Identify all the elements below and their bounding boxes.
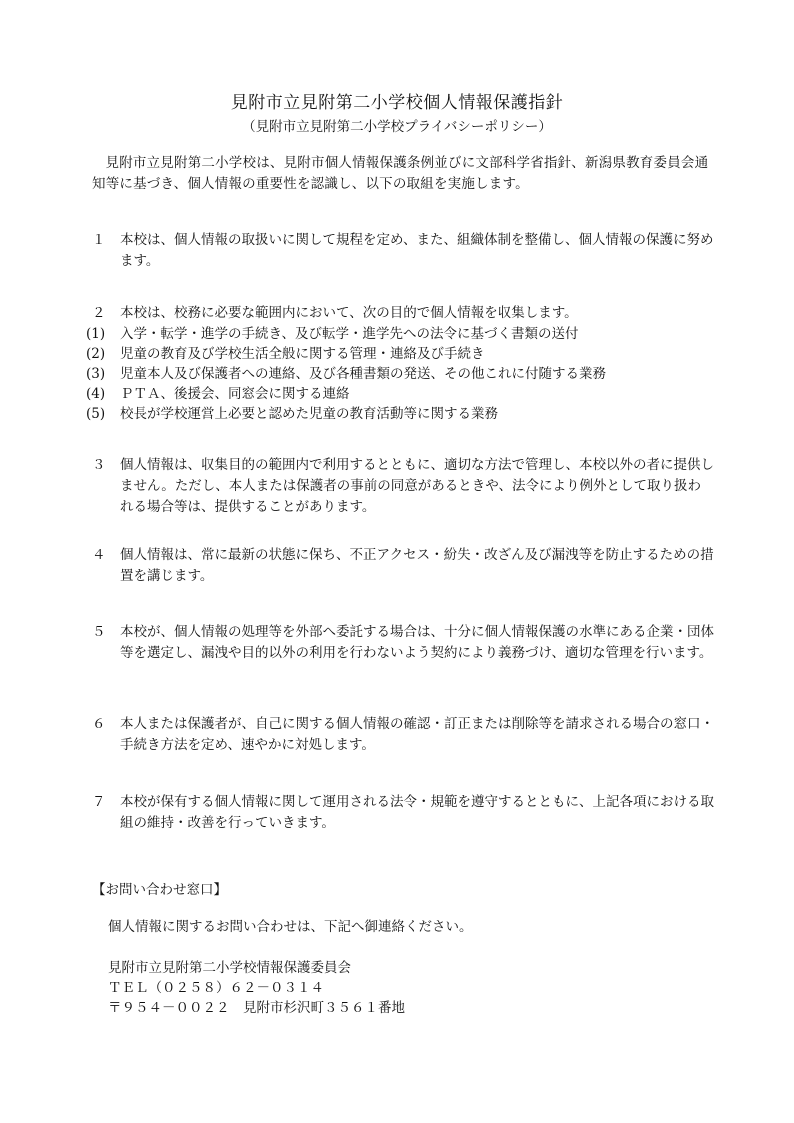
item-number: ５ <box>92 624 106 640</box>
intro-paragraph: 見附市立見附第二小学校は、見附市個人情報保護条例並びに文部科学省指針、新潟県教育委員会通知等に基づき、個人情報の重要性を認識し、以下の取組を実施します。 <box>92 155 709 192</box>
item-text: 本校が保有する個人情報に関して運用される法令・規範を遵守するとともに、上記各項における取組の維持・改善を行っていきます。 <box>120 794 714 831</box>
item-number: ７ <box>92 794 106 810</box>
policy-item-4 <box>92 545 714 587</box>
item-text: 個人情報は、常に最新の状態に保ち、不正アクセス・紛失・改ざん及び漏洩等を防止するための措置を講じます。 <box>120 547 714 584</box>
contact-address: 〒９５４－００２２ 見附市杉沢町３５６１番地 <box>108 1000 405 1016</box>
policy-item-6 <box>92 714 714 756</box>
item-text: 本校は、校務に必要な範囲内において、次の目的で個人情報を収集します。 <box>120 305 578 321</box>
policy-item-3 <box>92 455 714 518</box>
item-number: ３ <box>92 457 106 473</box>
sub-item-text: 入学・転学・進学の手続き、及び転学・進学先への法令に基づく書類の送付 <box>120 326 579 342</box>
item-number: ２ <box>92 305 106 321</box>
purpose-list-item <box>86 404 714 424</box>
sub-item-text: 児童の教育及び学校生活全般に関する管理・連絡及び手続き <box>120 346 485 362</box>
contact-details <box>108 958 405 1018</box>
purpose-list-item <box>86 344 714 364</box>
sub-item-text: 校長が学校運営上必要と認めた児童の教育活動等に関する業務 <box>120 406 498 422</box>
policy-item-1 <box>92 230 714 272</box>
purpose-list-item <box>86 324 714 344</box>
item-text: 個人情報は、収集目的の範囲内で利用するとともに、適切な方法で管理し、本校以外の者に提供しません。ただし、本人または保護者の事前の同意があるときや、法令により例外として取り扱われる場合等は、提供することがあります。 <box>120 457 714 515</box>
sub-item-number: (2) <box>86 346 106 362</box>
policy-item-2 <box>86 303 714 424</box>
item-text: 本校が、個人情報の処理等を外部へ委託する場合は、十分に個人情報保護の水準にある企業・団体等を選定し、漏洩や目的以外の利用を行わないよう契約により義務づけ、適切な管理を行います。 <box>120 624 714 661</box>
policy-item-5 <box>92 622 714 664</box>
sub-item-number: (4) <box>86 386 106 402</box>
contact-tel: ＴＥＬ（０２５８）６２－０３１４ <box>108 980 324 996</box>
sub-item-number: (1) <box>86 326 106 342</box>
contact-heading: 【お問い合わせ窓口】 <box>92 882 227 898</box>
purpose-list-item <box>86 384 714 404</box>
policy-item-7 <box>92 792 714 834</box>
item-number: １ <box>92 232 106 248</box>
sub-item-number: (3) <box>86 366 106 382</box>
item-text: 本人または保護者が、自己に関する個人情報の確認・訂正または削除等を請求される場合の窓口・手続き方法を定め、速やかに対処します。 <box>120 716 714 753</box>
page-title: 見附市立見附第二小学校個人情報保護指針 <box>230 93 564 113</box>
contact-committee: 見附市立見附第二小学校情報保護委員会 <box>108 960 351 976</box>
item-text: 本校は、個人情報の取扱いに関して規程を定め、また、組織体制を整備し、個人情報の保護に努めます。 <box>120 232 714 269</box>
item-number: ６ <box>92 716 106 732</box>
item-number: ４ <box>92 547 106 563</box>
page-subtitle: （見附市立見附第二小学校プライバシーポリシー） <box>242 119 552 135</box>
purpose-list-item <box>86 364 714 384</box>
purpose-list <box>86 324 714 424</box>
sub-item-number: (5) <box>86 406 106 422</box>
sub-item-text: 児童本人及び保護者への連絡、及び各種書類の発送、その他これに付随する業務 <box>120 366 606 382</box>
sub-item-text: ＰＴＡ、後援会、同窓会に関する連絡 <box>120 386 350 402</box>
contact-lead-text: 個人情報に関するお問い合わせは、下記へ御連絡ください。 <box>108 919 473 935</box>
